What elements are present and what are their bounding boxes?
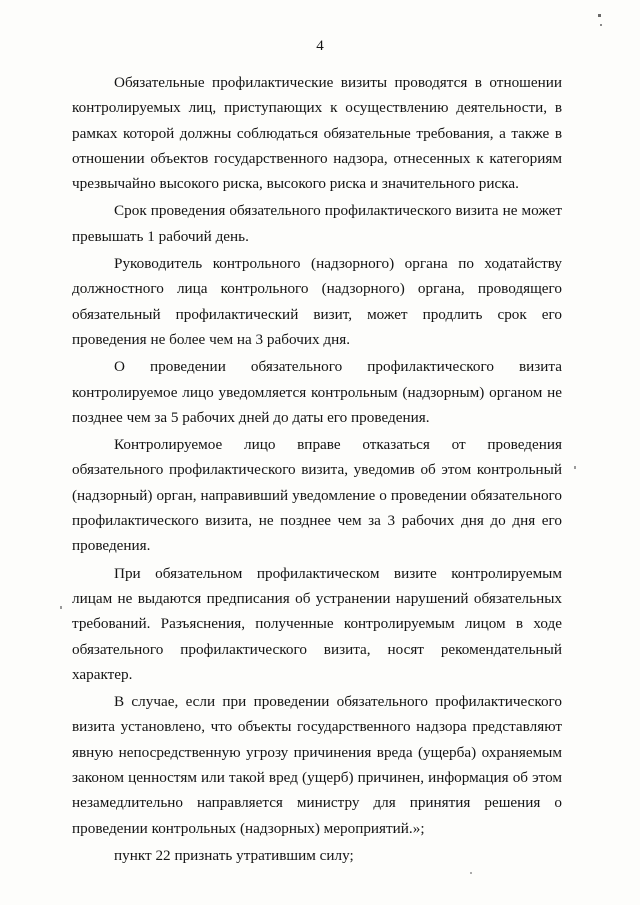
page-number: 4 — [316, 38, 324, 54]
paragraph-4: О проведении обязательного профилактического визита контролируемое лицо уведомляется контрольным (надзорным) органом не позднее чем за 5 рабочих дней до даты его проведения. — [72, 358, 562, 426]
paragraph-6: При обязательном профилактическом визите контролируемым лицам не выдаются предписания об устранении нарушений обязательных требований. Разъяснения, полученные контролируемым лицом в ходе обязательного профилактического визита, носят рекомендательный характер. — [72, 564, 562, 683]
paragraph-1: Обязательные профилактические визиты проводятся в отношении контролируемых лиц, приступающих к осуществлению деятельности, в рамках которой должны соблюдаться обязательные требования, а также в отношении объектов государственного надзора, отнесенных к категориям чрезвычайно высокого риска, высокого риска и значительного риска. — [72, 74, 562, 193]
paragraph-7: В случае, если при проведении обязательного профилактического визита установлено, что объекты государственного надзора представляют явную непосредственную угрозу причинения вреда (ущерба) охраняемым законом ценностям или такой вред (ущерб) причинен, информация об этом незамедлительно направляется министру для принятия решения о проведении контрольных (надзорных) мероприятий.»; — [72, 693, 562, 837]
paragraph-8: пункт 22 признать утратившим силу; — [114, 846, 354, 864]
body-text — [72, 70, 562, 868]
paragraph-3: Руководитель контрольного (надзорного) органа по ходатайству должностного лица контрольного (надзорного) органа, проводящего обязательный профилактический визит, может продлить срок его проведения не более чем на 3 рабочих дня. — [72, 255, 562, 348]
paragraph-5: Контролируемое лицо вправе отказаться от проведения обязательного профилактического визита, уведомив об этом контрольный (надзорный) орган, направивший уведомление о проведении обязательного профилактического визита, не позднее чем за 3 рабочих дня до дня его проведения. — [72, 436, 562, 555]
paragraph-2: Срок проведения обязательного профилактического визита не может превышать 1 рабочий день. — [72, 202, 562, 245]
